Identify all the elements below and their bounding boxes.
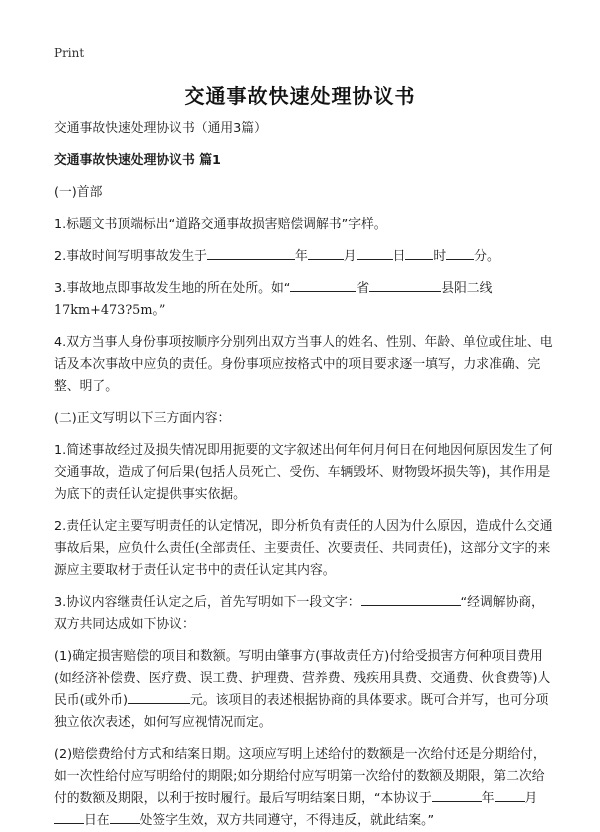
paragraph-accident-location xyxy=(54,278,556,322)
section-title: 交通事故快速处理协议书 篇1 xyxy=(54,153,221,168)
paragraph-accident-time xyxy=(54,246,556,268)
paragraph-text: 时 xyxy=(433,249,447,264)
paragraph-text: 月 xyxy=(343,249,357,264)
print-label: Print xyxy=(54,46,85,60)
paragraph-title-rule: 1.标题文书顶端标出“道路交通事故损害赔偿调解书”字样。 xyxy=(54,217,387,232)
paragraph-text: 17km+473?5m。” xyxy=(54,303,166,318)
paragraph-text: 分。 xyxy=(474,249,500,264)
paragraph-text: 省 xyxy=(356,281,370,296)
paragraph-text: (2)赔偿费给付方式和结案日期。这项应写明上述给付的数额是一次给付还是分期给付，如一次性给付应写明给付的期限;如分期给付应写明第一次给付的数额及期限，第二次给付的数额及期限，以利于按时履行。最后写明结案日期，“本协议于 xyxy=(54,747,546,806)
fill-blank-hour xyxy=(405,246,433,260)
paragraph-text: 处签字生效，双方共同遵守，不得违反，就此结案。” xyxy=(139,813,435,828)
paragraph-text: (1)确定损害赔偿的项目和数额。写明由肇事方(事故责任方)付给受损害方何种项目费用(如经济补偿费、医疗费、误工费、护理费、营养费、残疾用具费、交通费、伙食费等)人民币(或外币) xyxy=(54,649,551,708)
fill-blank-month xyxy=(308,246,344,260)
paragraph-liability: 2.责任认定主要写明责任的认定情况，即分析负有责任的人因为什么原因，造成什么交通事故后果，应负什么责任(全部责任、主要责任、次要责任、共同责任)，这部分文字的来源应主要取材于责任认定书中的责任认定其内容。 xyxy=(54,519,553,578)
document-body xyxy=(54,118,556,832)
paragraph-header: (一)首部 xyxy=(54,185,103,200)
paragraph-parties: 4.双方当事人身份事项按顺序分别列出双方当事人的姓名、性别、年龄、单位或住址、电话及本次事故中应负的责任。身份事项应按格式中的项目要求逐一填写，力求准确、完整、明了。 xyxy=(54,335,553,394)
paragraph-text: 日在 xyxy=(84,813,110,828)
fill-blank-sign-place xyxy=(110,810,140,824)
fill-blank-amount xyxy=(128,690,190,704)
paragraph-payment-method xyxy=(54,744,556,832)
document-subtitle: 交通事故快速处理协议书（通用3篇） xyxy=(54,121,267,136)
paragraph-text: 3.事故地点即事故发生地的所在处所。如“ xyxy=(54,281,291,296)
paragraph-accident-summary: 1.简述事故经过及损失情况即用扼要的文字叙述出何年何月何日在何地因何原因发生了何交通事故，造成了何后果(包括人员死亡、受伤、车辆毁坏、财物毁坏损失等)，其作用是为底下的责任认定提供事实依据。 xyxy=(54,443,553,502)
paragraph-text: 县阳二线 xyxy=(441,281,493,296)
paragraph-agreement-content xyxy=(54,592,556,636)
fill-blank-sign-month xyxy=(495,788,525,802)
fill-blank-sign-day xyxy=(54,810,84,824)
document-title: 交通事故快速处理协议书 xyxy=(184,84,416,108)
paragraph-text: 元。该项目的表述根据协商的具体要求。既可合并写，也可分项独立依次表述，如何写应视情况而定。 xyxy=(54,693,549,730)
paragraph-text: 年 xyxy=(294,249,308,264)
fill-blank-day xyxy=(357,246,393,260)
fill-blank-statement xyxy=(361,592,461,606)
fill-blank-county xyxy=(369,278,441,292)
fill-blank-sign-year xyxy=(432,788,482,802)
fill-blank-province xyxy=(290,278,356,292)
fill-blank-year xyxy=(207,246,295,260)
paragraph-body-intro: (二)正文写明以下三方面内容： xyxy=(54,411,231,426)
paragraph-compensation-items xyxy=(54,646,556,734)
paragraph-text: 年 xyxy=(481,791,495,806)
paragraph-text: 月 xyxy=(524,791,538,806)
fill-blank-minute xyxy=(446,246,474,260)
paragraph-text: 3.协议内容继责任认定之后，首先写明如下一段文字： xyxy=(54,595,361,610)
paragraph-text: 2.事故时间写明事故发生于 xyxy=(54,249,207,264)
paragraph-text: “经调解协商，双方共同达成如下协议： xyxy=(54,595,544,632)
paragraph-text: 日 xyxy=(392,249,406,264)
